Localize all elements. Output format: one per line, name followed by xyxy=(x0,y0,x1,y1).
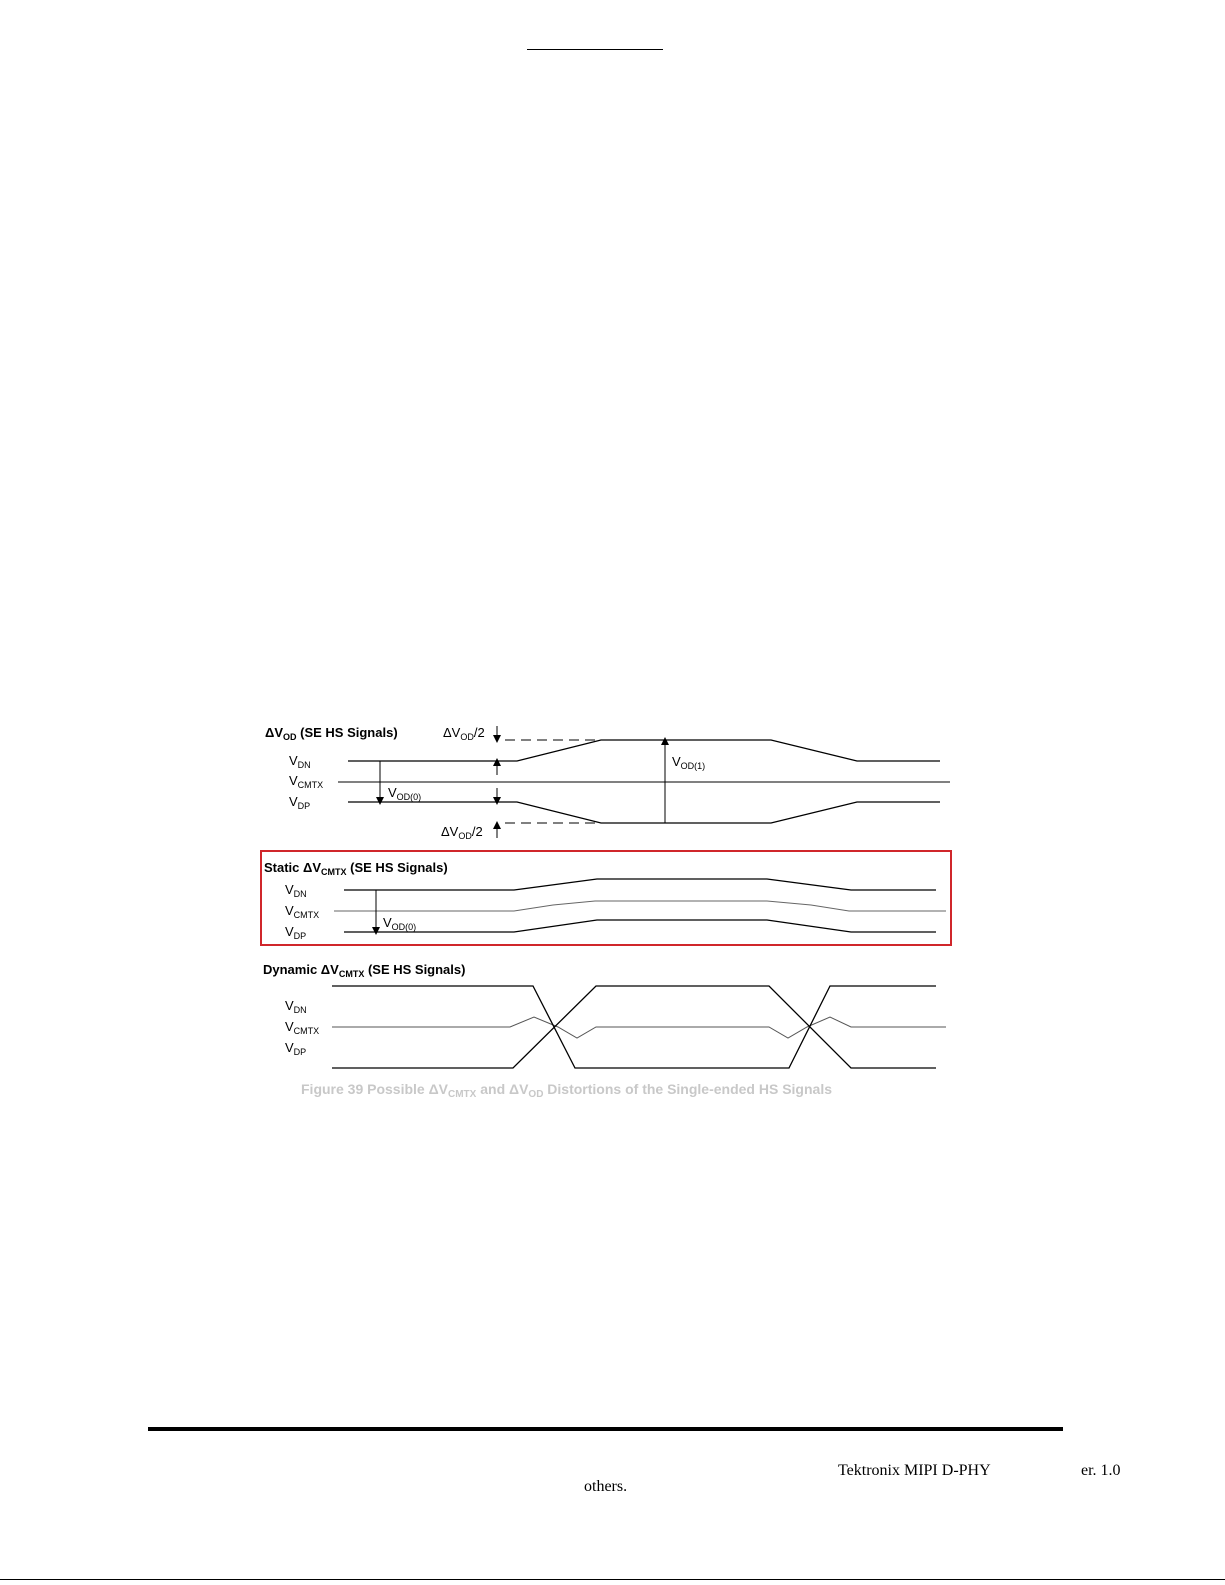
panel1-title: $\Delta V_{OD}$ (SE HS Signals) xyxy=(265,725,398,742)
panel-vod xyxy=(265,725,950,841)
panel1-vdn-label: $V_{DN}$ xyxy=(289,753,311,770)
panel3-vdn-label: $V_{DN}$ xyxy=(285,998,307,1015)
page-bottom-rule xyxy=(0,1579,1225,1580)
panel1-vod1-label: $V_{OD(1)}$ xyxy=(672,754,706,771)
figure-caption: Figure 39 Possible $\Delta V_{CMTX}$ and $\Delta V_{OD}$ Distortions of the Single-ended HS Signals xyxy=(301,1081,833,1100)
panel2-vcmtx-label: $V_{CMTX}$ xyxy=(285,903,320,920)
panel2-vod0-label: $V_{OD(0)}$ xyxy=(383,915,417,932)
footer-rule xyxy=(148,1427,1063,1431)
panel2-vcmtx-trace xyxy=(334,901,946,911)
panel3-vdp-label: $V_{DP}$ xyxy=(285,1040,307,1057)
panel1-vdn-trace xyxy=(348,740,940,761)
panel-static-vcmtx xyxy=(261,851,951,945)
panel2-vdp-label: $V_{DP}$ xyxy=(285,924,307,941)
panel3-title: Dynamic $\Delta V_{CMTX}$ (SE HS Signals) xyxy=(263,962,466,979)
panel1-vdp-label: $V_{DP}$ xyxy=(289,794,311,811)
panel1-vod0-label: $V_{OD(0)}$ xyxy=(388,785,422,802)
panel2-vdn-label: $V_{DN}$ xyxy=(285,882,307,899)
panel3-vcmtx-label: $V_{CMTX}$ xyxy=(285,1019,320,1036)
footer-product: Tektronix MIPI D-PHY xyxy=(838,1462,991,1479)
panel1-top-delta-label: $\Delta V_{OD}/2$ xyxy=(443,725,485,742)
panel2-vdn-trace xyxy=(344,879,936,890)
panel1-vdp-trace xyxy=(348,802,940,823)
panel2-vdp-trace xyxy=(344,920,936,932)
panel1-vcmtx-label: $V_{CMTX}$ xyxy=(289,773,324,790)
panel-dynamic-vcmtx xyxy=(263,962,946,1068)
footer-version: er. 1.0 xyxy=(1081,1462,1121,1479)
panel1-bottom-delta-label: $\Delta V_{OD}/2$ xyxy=(441,824,483,841)
panel3-vcmtx-trace xyxy=(332,1017,946,1038)
panel2-title: Static $\Delta V_{CMTX}$ (SE HS Signals) xyxy=(264,860,448,877)
footer-line2: others. xyxy=(584,1478,628,1495)
